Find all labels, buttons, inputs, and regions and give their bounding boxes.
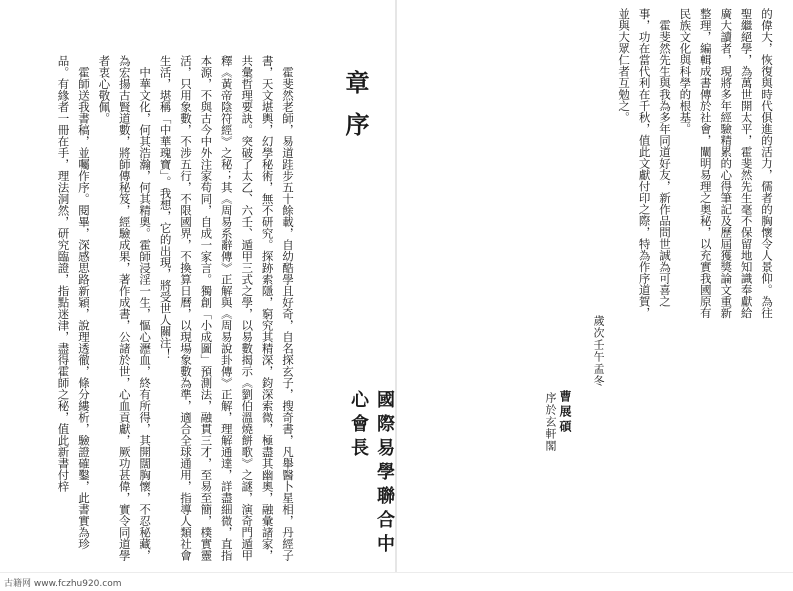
preface-title: 章序 <box>341 70 370 154</box>
paragraph: 霍師送我書稿，並囑作序。閱畢，深感思路新穎，說理透徹，條分縷析，驗證確鑿，此書實為珍品。有緣者一冊在手，理法洞然，研究臨證，指點迷津，盡得霍師之秘，值此新書付梓 <box>56 55 91 550</box>
left-page <box>0 0 396 572</box>
preface-body-left <box>53 55 298 565</box>
right-page <box>397 0 793 572</box>
paragraph: 的偉大，恢復與時代俱進的活力，儒者的胸懷令人景仰。為往聖繼絕學，為萬世開太平，霍斐然先生毫不保留地知識奉獻給廣大讀者，現將多年經驗精累的心得筆記及歷屆獲獎論文重新整理，編輯成書傳於社會，闡明易理之奥秘，以充實我國原有民族文化與科學的根基。 <box>678 8 774 319</box>
paragraph: 霍斐然先生與我為多年同道好友，新作品問世誠為可喜之事，功在當代利在千秋，值此文獻付印之際，特為作序道賀，並與大眾仁者互勉之。 <box>617 8 672 319</box>
preface-place: 序於玄軒閣 <box>544 392 557 452</box>
footer-bar <box>0 572 793 591</box>
site-watermark[interactable]: 古籍网 www.fczhu920.com <box>4 579 122 589</box>
preface-date: 歲次壬午孟冬 <box>592 315 605 387</box>
paragraph: 中華文化，何其浩瀚，何其精奧。霍師浸淫一生，慪心瀝血，終有所得，其開闊胸懷，不忍秘藏，為宏揚古賢道數，將師傳秘笈，經驗成果，著作成書，公諸於世，心血貢獻，厥功甚偉，實令同道學者衷心敬佩。 <box>97 55 153 561</box>
author-organization: 國際易學聯合中心會長 <box>348 390 395 558</box>
paragraph: 霍斐然老師，易道跬步五十餘載，自幼酷學且好奇，自名探玄子，搜奇書，凡舉醫卜星相，丹經子書，天文堪輿，幻學秘術，無不研究。探跡索隱，窮究其精深，鈞深索微，極盡其幽奧，融彙諸家，共彙哲理要訣。突破了太乙、六壬、遁甲三式之學，以易數揭示《劉伯溫燒餅歌》之謎，演奇門遁甲釋《黃帝陰符經》之秘；其《周易系辭傳》正解與《周易說卦傳》正解，理解通達，詳盡細微，直指本源，不與古今中外注家苟同，自成一家言。獨創「小成圖」預測法，融貫三才，至易至簡，樸實靈活，只用象數，不涉五行，不限國界，不換算日曆，以現場象數為準，適合全球通用，指導人類社會生活，堪稱「中華瑰寶」。我想，它的出現，將受世人關注！ <box>158 55 295 561</box>
preface-author: 曹展碩 <box>558 390 572 435</box>
preface-body-right <box>614 8 777 328</box>
